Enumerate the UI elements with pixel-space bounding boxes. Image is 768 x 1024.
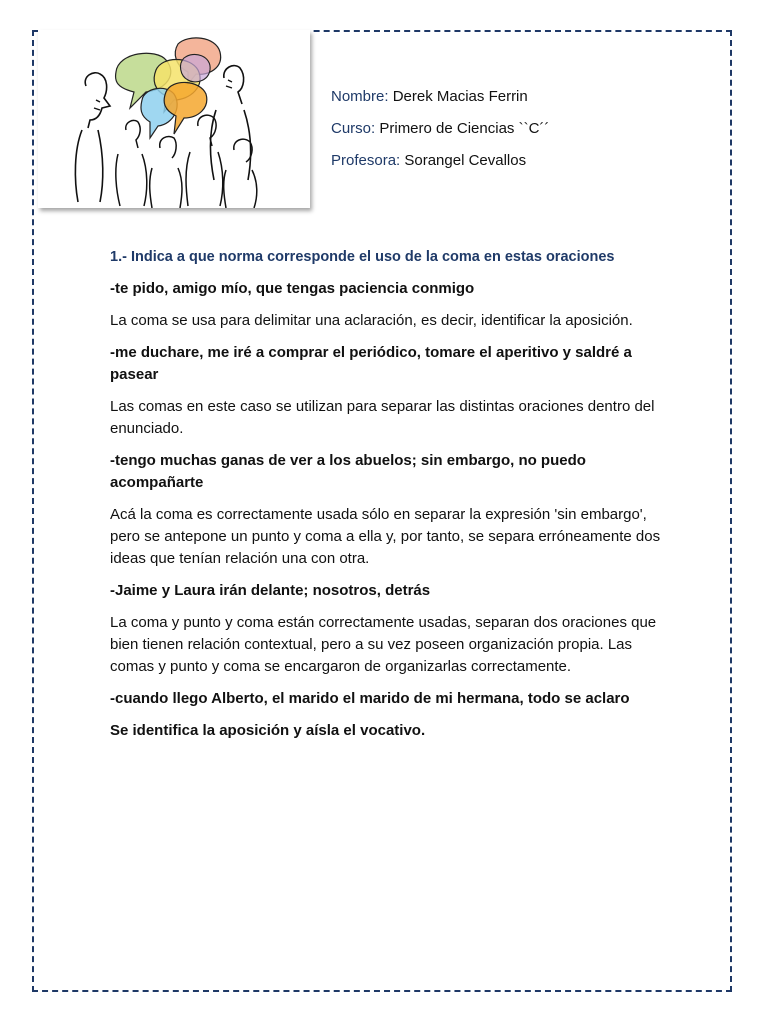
name-value: Derek Macias Ferrin [392,88,528,105]
sentence-4: -Jaime y Laura irán delante; nosotros, detrás [110,582,431,599]
course-label: Curso: [331,120,376,137]
answer-1: La coma se usa para delimitar una aclaración, es decir, identificar la aposición. [110,312,633,329]
sentence-1: -te pido, amigo mío, que tengas paciencia conmigo [110,280,475,297]
answer-2: Las comas en este caso se utilizan para separar las distintas oraciones dentro del enunciado. [110,398,655,437]
course-row [331,118,549,150]
exercise-question: 1.- Indica a que norma corresponde el uso de la coma en estas oraciones [110,249,615,265]
people-talking-illustration [38,30,310,208]
name-label: Nombre: [331,88,389,105]
answer-4: La coma y punto y coma están correctamente usadas, separan dos oraciones que bien tienen relación contextual, pero a su vez poseen organización propia. Las comas y punto y coma se encargaron de organizarlas correctamente. [110,614,657,675]
sentence-3: -tengo muchas ganas de ver a los abuelos; sin embargo, no puedo acompañarte [110,452,586,491]
teacher-value: Sorangel Cevallos [404,152,527,169]
answer-3: Acá la coma es correctamente usada sólo en separar la expresión 'sin embargo', pero se antepone un punto y coma a ella y, por tanto, se separa erróneamente dos ideas que tenían relación una con otra. [110,506,661,567]
teacher-label: Profesora: [331,152,401,169]
name-row [331,86,549,118]
exercise-content [110,246,670,752]
speech-bubbles-icon [38,30,310,208]
student-info [331,86,549,182]
teacher-row [331,150,549,182]
course-value: Primero de Ciencias ``C´´ [379,120,550,137]
sentence-5: -cuando llego Alberto, el marido el marido de mi hermana, todo se aclaro [110,690,630,707]
answer-5: Se identifica la aposición y aísla el vocativo. [110,722,426,739]
sentence-2: -me duchare, me iré a comprar el periódico, tomare el aperitivo y saldré a pasear [110,344,632,383]
